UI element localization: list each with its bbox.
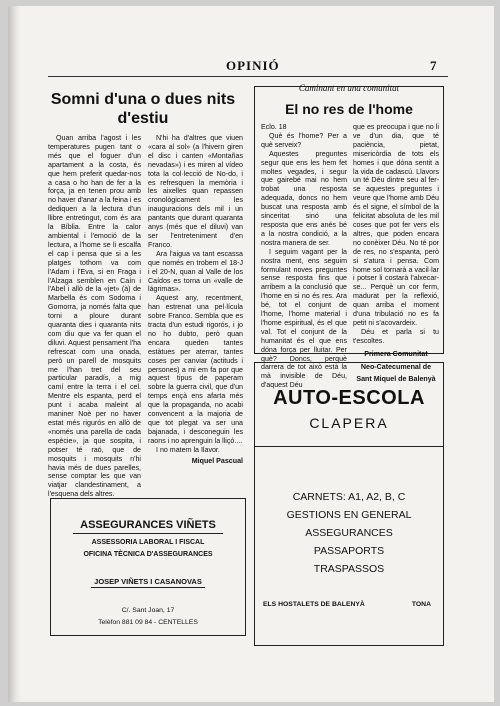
header-rule — [48, 76, 448, 77]
ad-business-subtitle: CLAPERA — [309, 415, 389, 431]
signature-line: Sant Miquel de Balenyà — [356, 375, 436, 384]
ad-service-line: TRASPASSOS — [313, 563, 385, 575]
paragraph: Quan arriba l'agost i les temperatures pugen tant o més que el foguer d'un apartament a la costa, és que hem preferit quedar-nos a casa o ho han de fer a la força, ja en tenen prou amb no haver d'anar a la feina i es dediquen a la lectura d'un llibre entretingut, com és ara la Bíblia. Entre la calor ambiental i l'emoció de la lectura, a l'home se li escalfa el cap i pensa que si a les platges tothom va com l'Adam i l'Eva, si en Fraga i l'Alzaga semblen en Caín i l'Abel i allò de la «jet» (à) de Marbella és com Sodoma i Gomorra, ja només falta que torni a ploure durant quaranta dies i quaranta nits com diu que va fer quan el diluvi. Aquest pensament l'ha refrescat com una onada, però un parell de mosquits me l'han tret del seu particular paradís, a mig camí entre la terra i el cel. Mentre els espanta, perd el punt i acaba maleint al maniner Noè per no haver estat més rigurós en allò de «només una parella de cada espècie», ja que sospita, i potser té raó, que de mosquits i mosquits n'hi havia més de dues parelles, sense comptar les que van viatjar clandestinament, a l'esquena dels altres. — [48, 134, 141, 499]
left-article-signature: Miquel Pascual — [191, 456, 243, 465]
driving-school-advertisement — [254, 362, 444, 646]
section-header: OPINIÓ — [226, 58, 280, 73]
paragraph: Aquestes preguntes segur que ens les hem fet moltes vegades, i segur que gairebé mai no hem trobat una resposta adequada, doncs no hem buscat una resposta amb sinceritat sinó una resposta que ens anés bé a la nostra condició, a la nostra manera de ser. — [261, 149, 347, 247]
paragraph: que es preocupa i que no li ve d'un dia, que té paciència, pietat, misericòrdia de tots els homes i que dóna sentit a la vida de cadascú. Llavors un té Déu dintre seu al fer-se aquestes preguntes i veure que l'home amb Déu és el signe, el símbol de la felicitat absoluta de les mil coses que pot fer vers els altres, que poden encara no conèixer Déu. No té por de res, no s'espanta, però si s'atura i pensa. Com home sol tornarà a vacil·lar i potser li costarà l'alxecar-se... Perquè un cor ferm, madurat per la reflexió, quan arriba el moment d'una tribulació no es fa petit ni s'acovardeix. — [353, 123, 439, 327]
ad-rule — [73, 533, 223, 534]
paragraph: Què és l'home? Per a què serveix? — [261, 131, 347, 149]
left-article-column-2 — [148, 134, 243, 466]
paragraph: Ara l'aigua va tant escassa que només en trobem el 18-J i el 20-N, quan al Valle de los Caídos es torna un «valle de lágrimas». — [148, 249, 243, 294]
right-article-kicker: Caminant en una comunitat — [298, 83, 400, 93]
right-article-title: El no res de l'home — [285, 101, 413, 117]
ad-business-name: ASSEGURANCES VIÑETS — [80, 519, 216, 531]
paragraph: Eclo. 18 — [261, 123, 287, 131]
ad-phone: Telèfon 881 09 84 - CENTELLES — [98, 619, 198, 626]
signature-line: Primera Comunitat — [364, 349, 428, 358]
ad-service-line: ASSEGURANCES — [305, 527, 393, 539]
ad-service-line: GESTIONS EN GENERAL — [286, 509, 412, 521]
signature-line: Neo-Catecumenal de — [360, 362, 432, 371]
ad-rule — [255, 446, 443, 447]
newspaper-page — [8, 6, 494, 702]
ad-service-line: ASSESSORIA LABORAL I FISCAL — [91, 539, 205, 546]
paragraph: Aquest any, recentment, han estrenat una pel·lícula sobre Franco. Sembla que es tracta d'un estudi rigorós, i jo no ho dubto, però quan encara queden tantes estàtues per aterrar, tantes coses per canviar (actituds i persones) a mi em fa por que aquest tipus de paperam sobre la guerra civil, que d'un temps ençà ens afarta més que la propaganda, no acabi convencent a la majoria de que tot plegat va ser una bajanada, i desconeguin les raons i no aprenguin la lliçó.... — [148, 294, 243, 445]
ad-business-name: AUTO-ESCOLA — [273, 387, 425, 409]
left-article-column-1 — [48, 134, 141, 499]
ad-service-line: PASSAPORTS — [313, 545, 385, 557]
ad-rule — [91, 587, 205, 588]
ad-location: ELS HOSTALETS DE BALENYÀ — [263, 601, 365, 608]
paragraph: I seguim vagant per la nostra ment, ens seguim formulant noves preguntes sense resposta fins que arribem a la conclusió que l'home en si no és res. Ara bé, tot el conjunt de l'home, l'home material i l'home espiritual, és el que val. Tot el conjunt de la humanitat és el que ens dóna força per lluitar. Per què? Doncs, perquè darrera de tot això està la mà invisible de Déu, d'aquest Déu — [261, 247, 347, 390]
right-article-column-2 — [353, 123, 439, 384]
page-number: 7 — [430, 58, 437, 73]
right-article-box — [254, 83, 444, 390]
ad-service-line: CARNETS: A1, A2, B, C — [292, 491, 406, 503]
paragraph: Déu et parla si tu t'escoltes. — [353, 327, 439, 345]
ad-service-line: OFICINA TÈCNICA D'ASSEGURANCES — [83, 551, 213, 558]
ad-owner-name: JOSEP VIÑETS I CASANOVAS — [94, 577, 202, 586]
right-article-column-1 — [261, 123, 347, 390]
ad-address: C/. Sant Joan, 17 — [121, 607, 175, 614]
insurance-advertisement — [50, 498, 246, 636]
ad-location: TONA — [411, 601, 431, 608]
paragraph: N'hi ha d'altres que viuen «cara al sol» (a l'hivern giren el disc i canten «Montañas nevadas») i es miren al vídeo tota la col·lecció de No-do, i es refresquen la memòria i les aixelles quan repassen cronològicament les inauguracions dels mil i un pantants que durant quaranta anys (més que el diluvi) van ser l'entreteniment d'en Franco. — [148, 134, 243, 249]
paragraph: I no matem la Ilavor. — [156, 445, 220, 454]
left-article-title: Somni d'una o dues nits d'estiu — [50, 91, 236, 127]
